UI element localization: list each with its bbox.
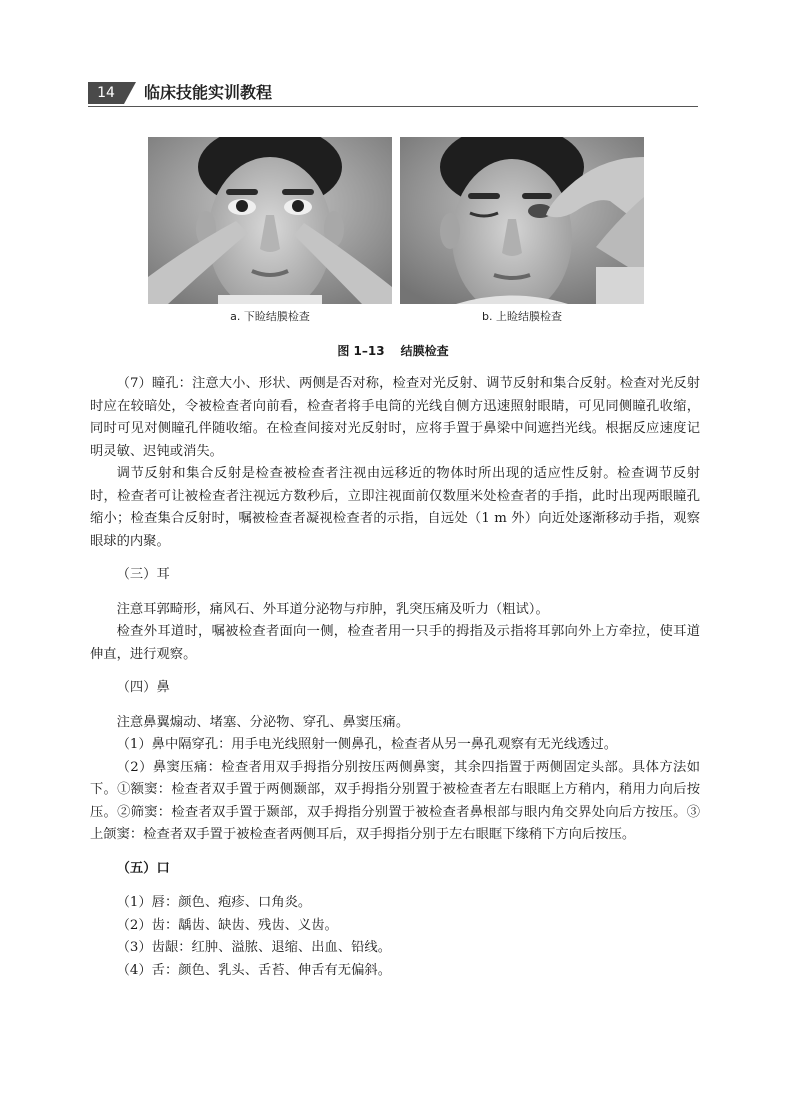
subcaption-b: b. 上睑结膜检查 [482,310,562,323]
page-number-tab-decoration [124,82,136,104]
book-title: 临床技能实训教程 [144,83,273,102]
body-text [90,373,700,982]
paragraph-ear-notes: 注意耳郭畸形，痛风石、外耳道分泌物与疖肿，乳突压痛及听力（粗试）。 [116,601,549,617]
page-number: 14 [88,82,124,104]
header-divider [88,106,698,107]
page-header [88,82,698,108]
photo-upper-eyelid-exam [400,137,644,304]
paragraph-pupil: （7）瞳孔：注意大小、形状、两侧是否对称，检查对光反射、调节反射和集合反射。检查对光反射时应在较暗处，令被检查者向前看，检查者将手电筒的光线自侧方迅速照射眼睛，可见同侧瞳孔收缩，同时可见对侧瞳孔伴随收缩。在检查间接对光反射时，应将手置于鼻梁中间遮挡光线。根据反应速度记明灵敏、迟钝或消失。 [90,376,700,459]
figure-title: 结膜检查 [400,344,449,358]
section-heading-ear: （三）耳 [116,567,170,582]
list-item-teeth: （2）齿：龋齿、缺齿、残齿、义齿。 [116,917,338,933]
paragraph-ear-canal-exam: 检查外耳道时，嘱被检查者面向一侧，检查者用一只手的拇指及示指将耳郭向外上方牵拉，使耳道伸直，进行观察。 [90,624,700,662]
paragraph-accommodation-reflex: 调节反射和集合反射是检查被检查者注视由远移近的物体时所出现的适应性反射。检查调节反射时，检查者可让被检查者注视远方数秒后，立即注视面前仅数厘米处检查者的手指，此时出现两眼瞳孔缩小；检查集合反射时，嘱被检查者凝视检查者的示指，自远处（1 m 外）向近处逐渐移动手指，观察眼球的内聚。 [90,466,700,549]
paragraph-nose-notes: 注意鼻翼煽动、堵塞、分泌物、穿孔、鼻窦压痛。 [116,714,410,730]
list-item-gums: （3）齿龈：红肿、溢脓、退缩、出血、铅线。 [116,940,391,955]
list-item-lips: （1）唇：颜色、疱疹、口角炎。 [116,895,312,910]
paragraph-sinus-tenderness: （2）鼻窦压痛：检查者用双手拇指分别按压两侧鼻窦，其余四指置于两侧固定头部。具体方法如下。①额窦：检查者双手置于两侧颞部，双手拇指分别置于被检查者左右眼眶上方稍内，稍用力向后按压。②筛窦：检查者双手置于颞部，双手拇指分别置于被检查者鼻根部与眼内角交界处向后方按压。③上颌窦：检查者双手置于被检查者两侧耳后，双手拇指分别于左右眼眶下缘稍下方向后按压。 [90,759,700,842]
section-heading-nose: （四）鼻 [116,680,170,695]
photo-lower-eyelid-illustration [148,137,392,304]
section-heading-mouth: （五）口 [116,860,170,876]
paragraph-septum-perforation: （1）鼻中隔穿孔：用手电光线照射一侧鼻孔，检查者从另一鼻孔观察有无光线透过。 [116,737,618,752]
figure-number: 图 1–13 [337,344,385,358]
photo-lower-eyelid-exam [148,137,392,304]
figure-caption [88,343,698,359]
subcaption-a: a. 下睑结膜检查 [230,310,310,323]
list-item-tongue: （4）舌：颜色、乳头、舌苔、伸舌有无偏斜。 [116,962,391,978]
photo-upper-eyelid-illustration [400,137,644,304]
